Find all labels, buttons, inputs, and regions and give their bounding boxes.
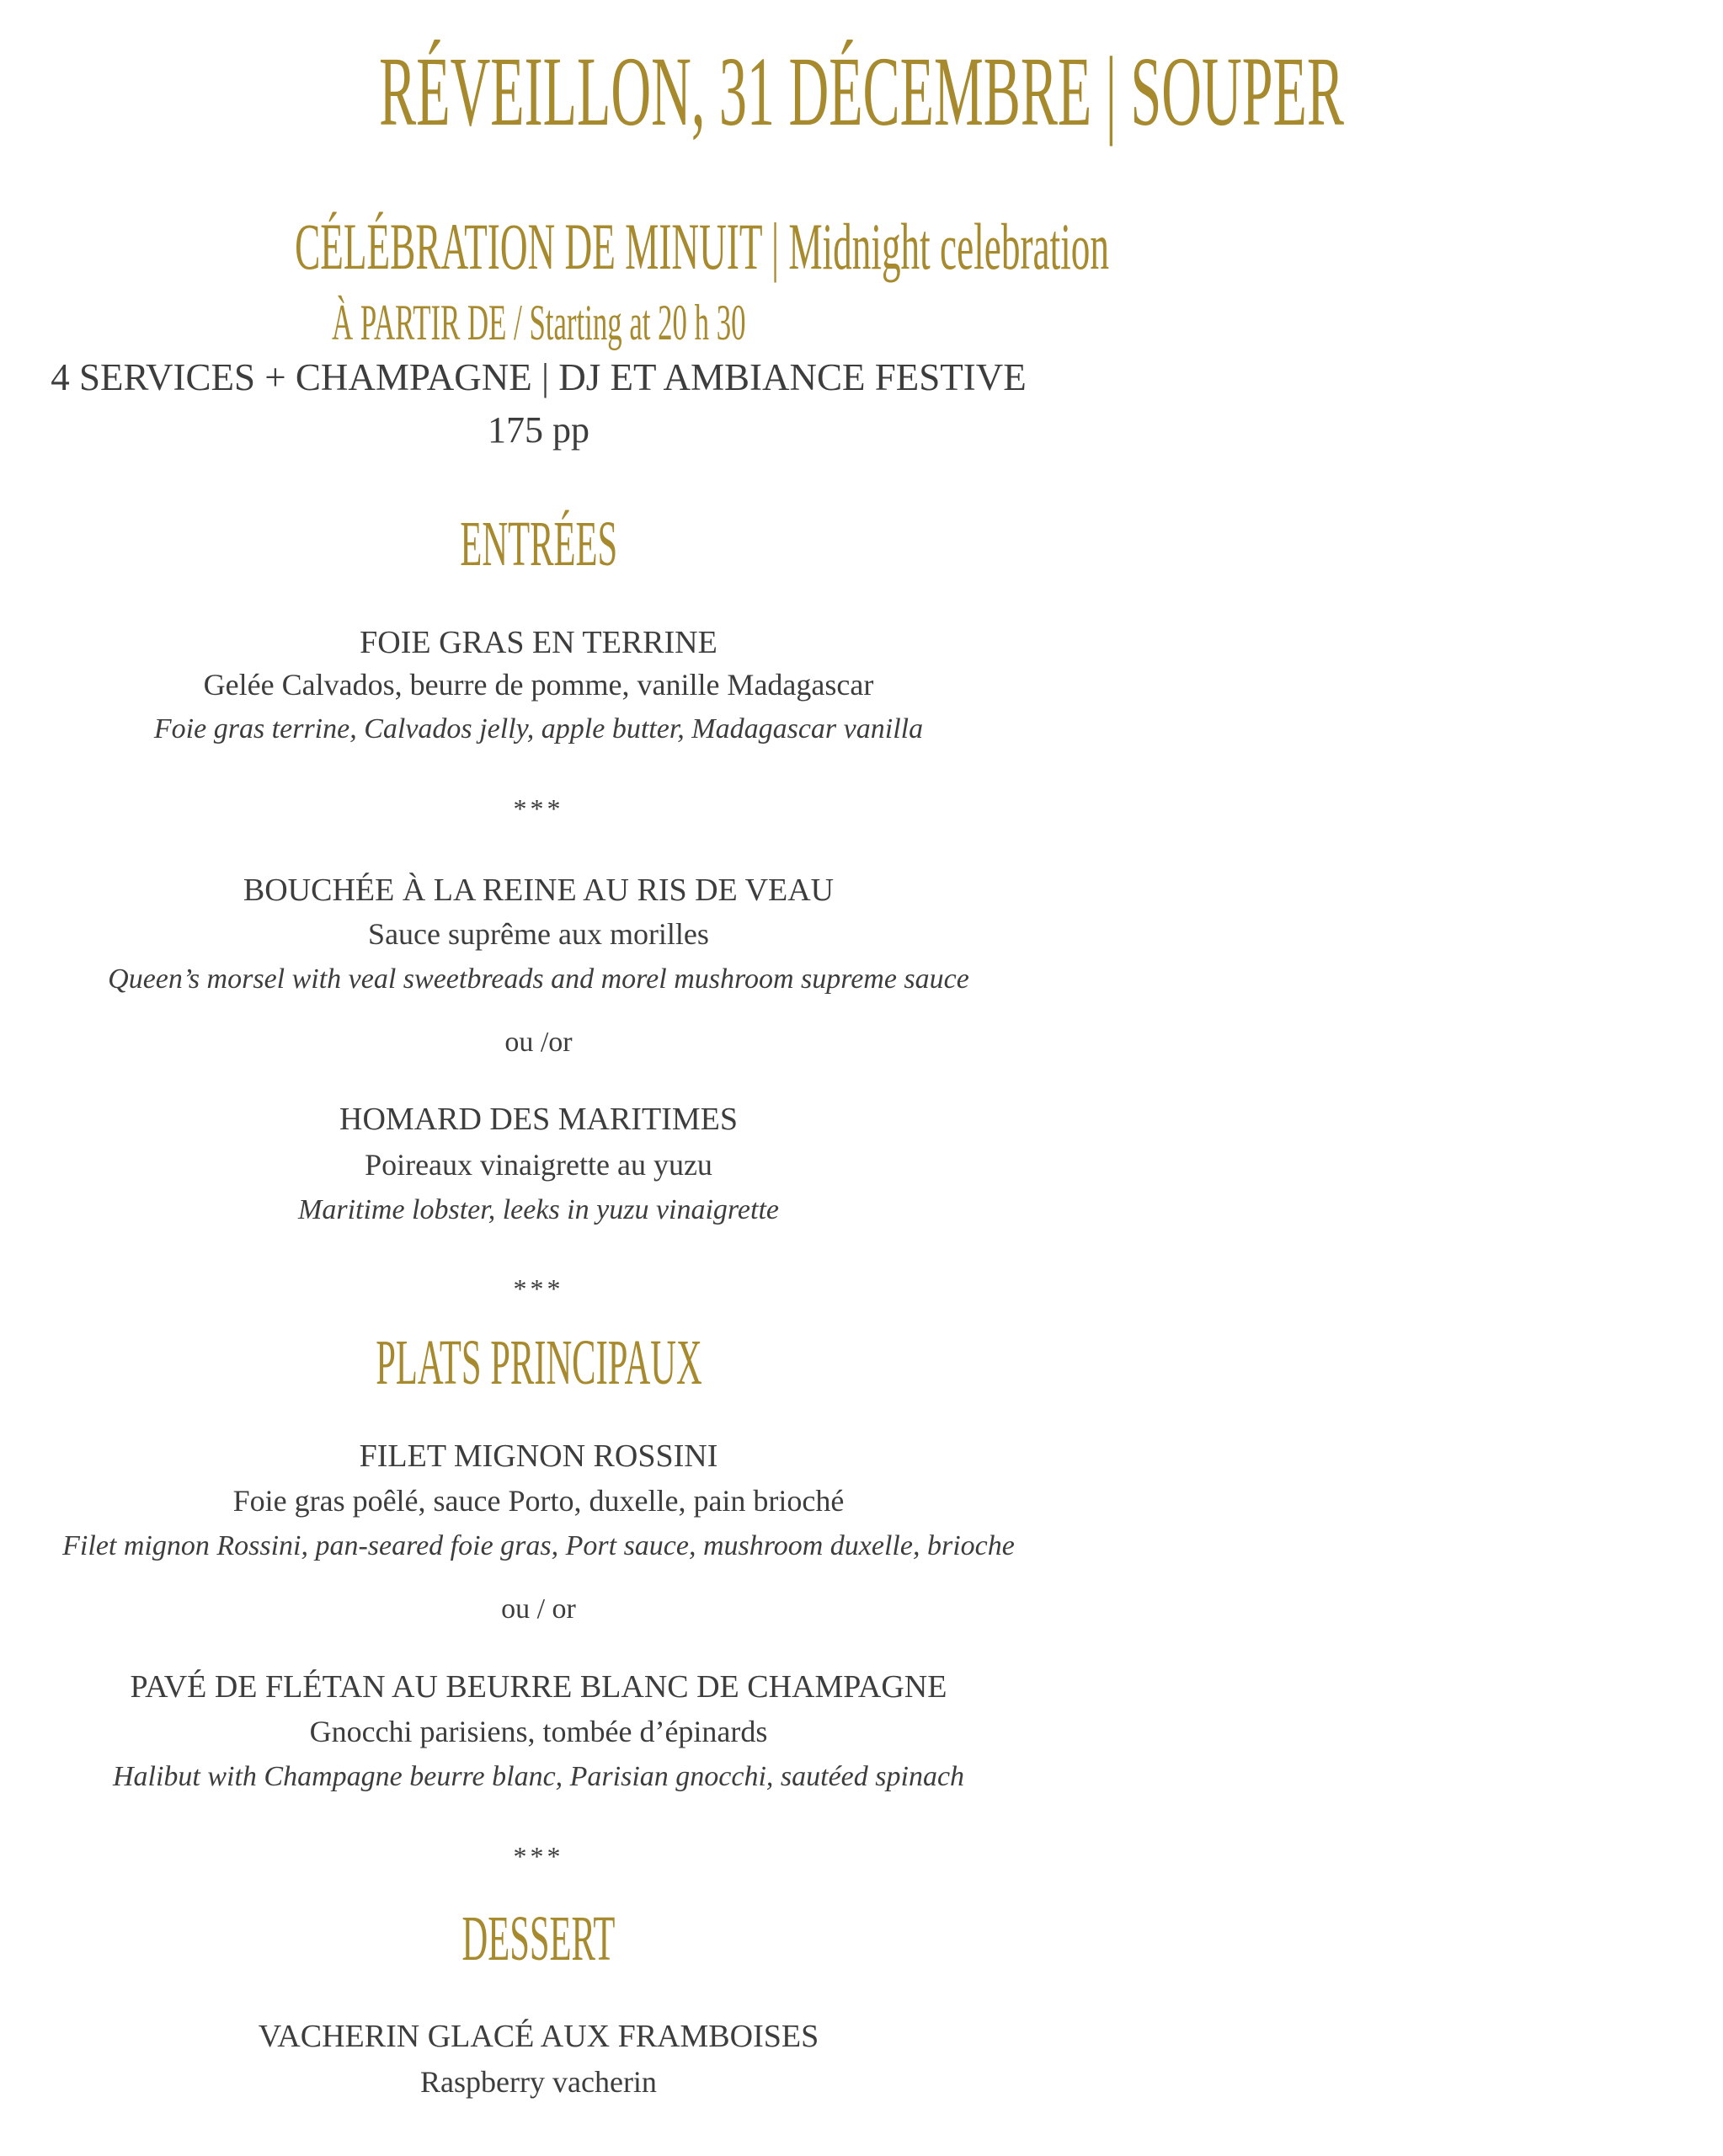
services-line: 4 SERVICES + CHAMPAGNE | DJ ET AMBIANCE FESTIVE: [51, 356, 1027, 398]
section-heading-mains-text: PLATS PRINCIPAUX: [375, 1327, 702, 1398]
page-title: [0, 35, 1344, 147]
dish-name-foie-gras: FOIE GRAS EN TERRINE: [360, 625, 717, 660]
dish-description-en: Raspberry vacherin: [420, 2065, 657, 2099]
dish-description-en: Halibut with Champagne beurre blanc, Parisian gnocchi, sautéed spinach: [112, 1761, 965, 1792]
dish-name-fletan: PAVÉ DE FLÉTAN AU BEURRE BLANC DE CHAMPAGNE: [130, 1669, 947, 1705]
event-subtitle: [0, 209, 1110, 285]
dish-description-en: Filet mignon Rossini, pan-seared foie gras, Port sauce, mushroom duxelle, brioche: [62, 1530, 1015, 1561]
separator: ***: [513, 1841, 564, 1871]
section-heading-entrees-text: ENTRÉES: [460, 509, 617, 579]
start-time-text: À PARTIR DE / Starting at 20 h 30: [331, 295, 746, 350]
section-heading-mains: [0, 1326, 1077, 1399]
dish-description-fr: Gelée Calvados, beurre de pomme, vanille Madagascar: [203, 668, 874, 702]
dish-description-en: Maritime lobster, leeks in yuzu vinaigrette: [298, 1194, 779, 1225]
dish-name-bouchee: BOUCHÉE À LA REINE AU RIS DE VEAU: [243, 873, 835, 908]
dish-description-fr: Sauce suprême aux morilles: [368, 917, 709, 951]
or-divider: ou / or: [501, 1593, 576, 1625]
dish-name-filet-mignon: FILET MIGNON ROSSINI: [359, 1438, 718, 1474]
separator: ***: [513, 793, 564, 824]
dish-description-fr: Poireaux vinaigrette au yuzu: [365, 1148, 712, 1182]
dish-name-homard: HOMARD DES MARITIMES: [339, 1102, 738, 1137]
price: 175 pp: [488, 409, 589, 451]
dish-description-en: Foie gras terrine, Calvados jelly, apple butter, Madagascar vanilla: [153, 713, 924, 744]
or-divider: ou /or: [504, 1027, 573, 1058]
start-time: [0, 293, 1077, 352]
section-heading-entrees: [0, 507, 1077, 580]
separator: ***: [513, 1273, 564, 1304]
dish-description-fr: Foie gras poêlé, sauce Porto, duxelle, pain brioché: [232, 1484, 845, 1518]
dish-description-fr: Gnocchi parisiens, tombée d’épinards: [309, 1715, 768, 1748]
dish-name-vacherin: VACHERIN GLACÉ AUX FRAMBOISES: [258, 2019, 819, 2054]
event-subtitle-text: CÉLÉBRATION DE MINUIT | Midnight celebration: [295, 210, 1110, 283]
section-heading-dessert: [0, 1902, 1077, 1975]
dish-description-en: Queen’s morsel with veal sweetbreads and morel mushroom supreme sauce: [108, 963, 969, 995]
page-title-text: RÉVEILLON, 31 DÉCEMBRE | SOUPER: [379, 36, 1344, 147]
section-heading-dessert-text: DESSERT: [461, 1903, 616, 1974]
